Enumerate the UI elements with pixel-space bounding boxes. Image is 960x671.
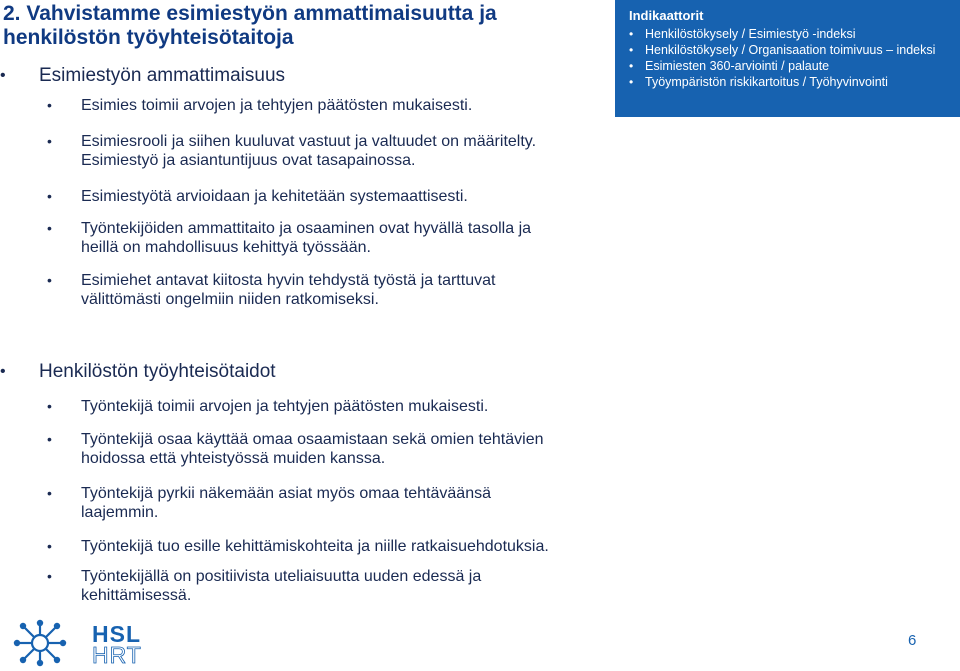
bullet-icon: • [47,220,52,236]
hsl-logo [92,621,142,668]
bullet-icon: • [47,97,52,113]
list-item: • Työntekijä osaa käyttää omaa osaamistaan sekä omien tehtävien hoidossa että yhteistyössä muiden kanssa. [47,431,544,467]
network-logo-icon [10,618,70,668]
list-item: • Työntekijöiden ammattitaito ja osaaminen ovat hyvällä tasolla ja heillä on mahdollisuus kehittyä työssään. [47,220,532,256]
bullet-icon: • [47,568,52,584]
indicators-heading: Indikaattorit [629,8,704,23]
bullet-icon: • [47,272,52,288]
list-item: • Työntekijä toimii arvojen ja tehtyjen päätösten mukaisesti. [47,398,489,415]
bullet-icon: • [0,67,6,84]
list-item: • Työntekijällä on positiivista uteliaisuutta uuden edessä ja kehittämisessä. [47,568,482,604]
list-item: • Esimies toimii arvojen ja tehtyjen päätösten mukaisesti. [47,97,473,114]
bullet-icon: • [47,431,52,447]
indicator-item: • Esimiesten 360-arviointi / palaute [629,58,950,74]
list-item: • Esimiesrooli ja siihen kuuluvat vastuut ja valtuudet on määritelty. Esimiestyö ja asiantuntijuus ovat tasapainossa. [47,133,537,169]
indicator-item: • Henkilöstökysely / Esimiestyö -indeksi [629,26,950,42]
list-item: • Esimiehet antavat kiitosta hyvin tehdystä työstä ja tarttuvat välittömästi ongelmiin niiden ratkomiseksi. [47,272,496,308]
bullet-icon: • [47,398,52,414]
page-number: 6 [908,632,917,649]
hsl-logo-line2: HRT [92,642,142,668]
bullet-icon: • [0,363,6,380]
section2-heading: • Henkilöstön työyhteisötaidot [0,361,276,382]
list-item: • Esimiestyötä arvioidaan ja kehitetään systemaattisesti. [47,188,468,205]
list-item: • Työntekijä tuo esille kehittämiskohteita ja niille ratkaisuehdotuksia. [47,538,549,555]
bullet-icon: • [47,485,52,501]
bullet-icon: • [47,538,52,554]
slide-title: 2. Vahvistamme esimiestyön ammattimaisuutta ja henkilöstön työyhteisötaitoja [3,2,497,49]
indicators-list [629,26,950,90]
hsl-logo-line1: HSL [92,621,141,647]
indicator-item: • Työympäristön riskikartoitus / Työhyvinvointi [629,74,950,90]
indicator-item: • Henkilöstökysely / Organisaation toimivuus – indeksi [629,42,950,58]
bullet-icon: • [47,188,52,204]
indicators-box [615,0,960,117]
bullet-icon: • [47,133,52,149]
list-item: • Työntekijä pyrkii näkemään asiat myös omaa tehtäväänsä laajemmin. [47,485,491,521]
section1-heading: • Esimiestyön ammattimaisuus [0,65,286,86]
